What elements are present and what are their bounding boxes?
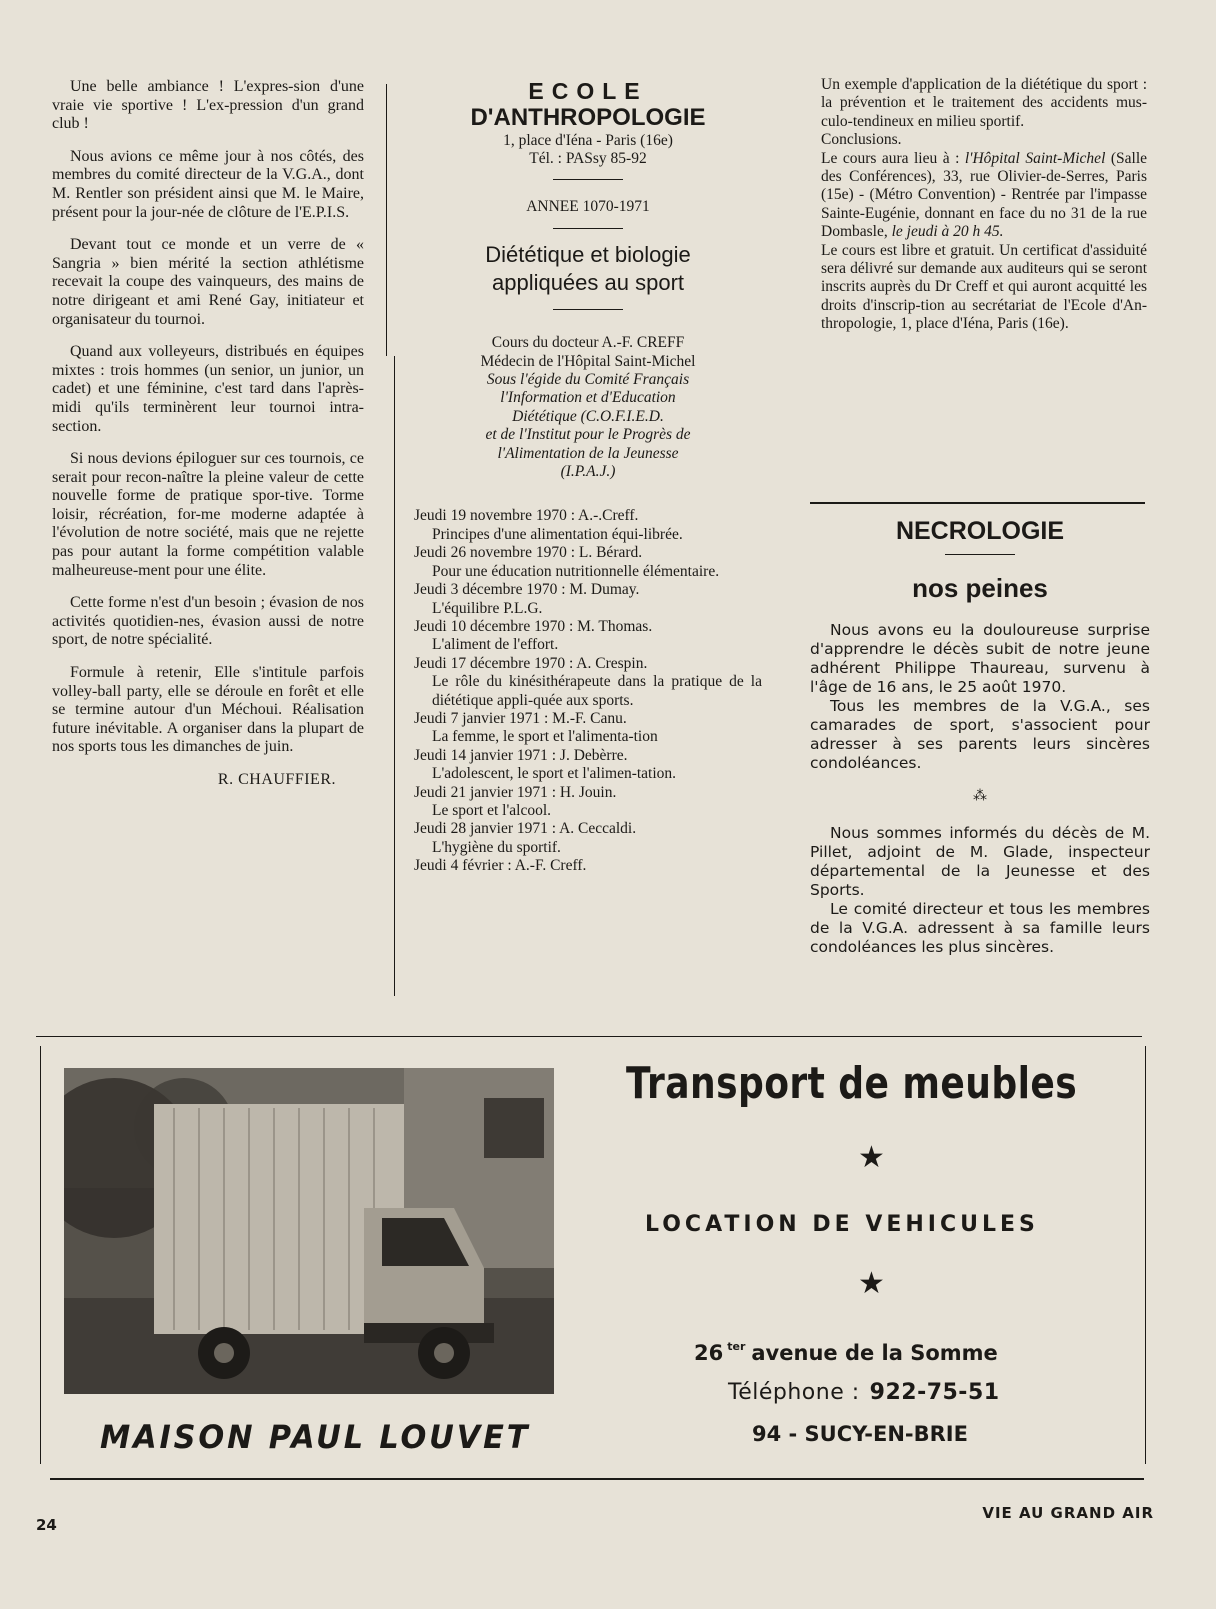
moving-truck-photo <box>64 1068 554 1394</box>
schedule-date: Jeudi 17 décembre 1970 : A. Crespin. <box>414 654 648 672</box>
schedule-date: Jeudi 10 décembre 1970 : M. Thomas. <box>414 617 653 635</box>
divider <box>553 228 623 229</box>
necrology-title: NECROLOGIE <box>895 517 1065 545</box>
moving-truck-photo <box>64 1068 554 1394</box>
schedule-entry <box>414 784 762 821</box>
ecole-title: ECOLE <box>528 78 648 104</box>
advert-service: LOCATION DE VEHICULES <box>645 1212 1039 1237</box>
schedule-date: Jeudi 3 décembre 1970 : M. Dumay. <box>414 581 640 599</box>
paragraph: Une belle ambiance ! L'expres-sion d'une vraie vie sportive ! L'ex-pression d'un grand club ! <box>52 78 364 133</box>
necrology-section <box>810 516 1150 957</box>
location-hospital: l'Hôpital Saint-Michel <box>964 149 1106 167</box>
advert-city: 94 - SUCY-EN-BRIE <box>752 1422 968 1446</box>
advert-top-rule <box>36 1036 1142 1037</box>
paragraph: Tous les membres de la V.G.A., ses camarades de sport, s'associent pour adresser à ses parents leurs sincères condoléances. <box>810 697 1150 772</box>
conclusions-line: Conclusions. <box>821 131 902 149</box>
schedule-topic: La femme, le sport et l'alimenta-tion <box>432 728 658 746</box>
course-intro: Un exemple d'application de la diététique du sport : la prévention et le traitement des accidents mus-culo-tendineux en milieu sportif. <box>821 76 1147 130</box>
asterism: ⁂ <box>973 788 987 804</box>
schedule-topic: L'équilibre P.L.G. <box>432 599 543 617</box>
schedule-entry <box>414 710 762 747</box>
paragraph: Si nous devions épiloguer sur ces tournois, ce serait pour recon-naître la pleine valeur de cette nouvelle forme de pratique spor-tive. Torme loisir, récréation, for-me moderne adaptée à l'évolution de notre société, mais que ne rejette pas pour autant la forme compétition valable malheureuse-ment pour une élite. <box>52 450 364 579</box>
column-divider <box>386 84 387 356</box>
schedule-topic: L'aliment de l'effort. <box>432 636 559 654</box>
necrology-body <box>810 621 1150 957</box>
paragraph: Nous sommes informés du décès de M. Pillet, adjoint de M. Glade, inspecteur départemental de la Jeunesse et des Sports. <box>810 824 1150 899</box>
course-free-notice: Le cours est libre et gratuit. Un certificat d'assiduité sera délivré sur demande aux auditeurs qui se seront inscrits auprès du Dr Creff et qui auront acquitté les droits d'inscrip-tion au secrétariat de l'Ecole d'An-thropologie, 1, place d'Iéna, Paris (16e). <box>821 241 1147 333</box>
paragraph: Le comité directeur et tous les membres de la V.G.A. adressent à sa famille leurs condoléances les plus sincères. <box>810 900 1150 956</box>
address-suffix: ter <box>727 1340 746 1353</box>
schedule-entry <box>414 544 762 581</box>
divider <box>945 554 1015 555</box>
column-divider <box>394 356 395 996</box>
schedule-topic: Principes d'une alimentation équi-librée. <box>432 525 683 543</box>
schedule-date: Jeudi 21 janvier 1971 : H. Jouin. <box>414 783 617 801</box>
paragraph: Quand aux volleyeurs, distribués en équipes mixtes : trois hommes (un senior, un junior, un cadet) et une féminine, c'est tard dans l'après-midi qu'ils terminèrent leur tournoi intra-section. <box>52 343 364 435</box>
address-street: avenue de la Somme <box>751 1341 998 1365</box>
divider <box>553 179 623 180</box>
schedule-entry <box>414 581 762 618</box>
schedule-topic: Pour une éducation nutritionnelle élémentaire. <box>432 562 720 580</box>
location-time: le jeudi à 20 h 45. <box>891 223 1004 241</box>
divider <box>553 309 623 310</box>
schedule-entry <box>414 655 762 710</box>
schedule-topic: Le rôle du kinésithérapeute dans la pratique de la diététique appli-quée aux sports. <box>432 673 762 709</box>
paragraph: Nous avons eu la douloureuse surprise d'apprendre le décès subit de notre jeune adhérent Philippe Thaureau, survenu à l'âge de 16 ans, le 25 août 1970. <box>810 621 1150 696</box>
article-left-column <box>52 78 364 790</box>
schedule-entry <box>414 820 762 857</box>
schedule-date: Jeudi 4 février : A.-F. Creff. <box>414 857 587 875</box>
schedule-date: Jeudi 26 novembre 1970 : L. Bérard. <box>414 544 643 562</box>
paragraph: Formule à retenir, Elle s'intitule parfois volley-ball party, elle se déroule en forêt et elle se termine autour d'un Méchoui. Réalisation future inévitable. A organiser dans la plupart de nos sports tous les dimanches de juin. <box>52 664 364 756</box>
credit-line: Médecin de l'Hôpital Saint-Michel <box>480 352 696 370</box>
schedule-topic: L'adolescent, le sport et l'alimen-tation. <box>432 765 677 783</box>
schedule-date: Jeudi 7 janvier 1971 : M.-F. Canu. <box>414 709 627 727</box>
patronage-line: l'Alimentation de la Jeunesse <box>497 444 679 462</box>
schedule-entry <box>414 618 762 655</box>
location-text: Le cours aura lieu à : <box>821 149 965 167</box>
course-title-line: Diététique et biologie <box>485 242 691 268</box>
patronage-line: l'Information et d'Education <box>500 389 676 407</box>
course-details-column <box>807 76 1147 334</box>
course-title-line: appliquées au sport <box>491 270 685 296</box>
credit-line: Cours du docteur A.-F. CREFF <box>491 334 685 352</box>
magazine-title: VIE AU GRAND AIR <box>982 1504 1154 1522</box>
patronage-line: et de l'Institut pour le Progrès de <box>485 426 691 444</box>
schedule-entry <box>414 747 762 784</box>
patronage-line: Diététique (C.O.F.I.E.D. <box>512 407 664 425</box>
advert-bottom-rule <box>50 1478 1144 1480</box>
patronage-line: Sous l'égide du Comité Français <box>486 371 690 389</box>
course-schedule <box>414 507 762 875</box>
page-number: 24 <box>36 1516 57 1534</box>
schedule-entry <box>414 857 762 875</box>
patronage <box>414 371 762 481</box>
school-phone: Tél. : PASsy 85-92 <box>529 150 647 168</box>
schedule-entry <box>414 507 762 544</box>
star-icon: ★ <box>858 1266 885 1301</box>
course-credits <box>414 334 762 371</box>
course-location <box>807 150 1147 242</box>
schedule-date: Jeudi 19 novembre 1970 : A.-.Creff. <box>414 507 639 525</box>
author-signature: R. CHAUFFIER. <box>217 771 336 788</box>
school-address: 1, place d'Iéna - Paris (16e) <box>503 132 673 149</box>
patronage-line: (I.P.A.J.) <box>560 463 616 481</box>
section-divider <box>810 502 1145 504</box>
advert-headline: Transport de meubles <box>626 1058 1078 1109</box>
phone-label: Téléphone : <box>728 1380 860 1405</box>
schedule-topic: Le sport et l'alcool. <box>432 801 552 819</box>
schedule-topic: L'hygiène du sportif. <box>432 838 561 856</box>
advert-phone <box>728 1380 1000 1405</box>
star-icon: ★ <box>858 1140 885 1175</box>
schedule-date: Jeudi 14 janvier 1971 : J. Debèrre. <box>414 746 628 764</box>
address-number: 26 <box>694 1341 724 1365</box>
anthropologie-title: D'ANTHROPOLOGIE <box>470 104 706 131</box>
paragraph: Cette forme n'est d'un besoin ; évasion de nos activités quotidien-nes, évasion aussi de notre sport, de notre spécialité. <box>52 594 364 649</box>
course-title <box>414 241 762 297</box>
paragraph: Devant tout ce monde et un verre de « Sangria » bien mérité la section athlétisme recevait la coupe des vainqueurs, des mains de notre dirigeant et ami René Gay, initiateur et organisateur du tournoi. <box>52 236 364 328</box>
paragraph: Nous avions ce même jour à nos côtés, des membres du comité directeur de la V.G.A., dont M. Rentler son président ainsi que M. le Maire, présent pour la jour-née de clôture de l'E.P.I.S. <box>52 147 364 221</box>
advertiser-brand: MAISON PAUL LOUVET <box>100 1418 531 1456</box>
advert-address <box>694 1340 998 1365</box>
phone-number: 922-75-51 <box>869 1380 1000 1405</box>
academic-year: ANNEE 1070-1971 <box>526 197 650 215</box>
ecole-anthropologie-notice <box>414 78 762 876</box>
schedule-date: Jeudi 28 janvier 1971 : A. Ceccaldi. <box>414 820 637 838</box>
necrology-subtitle: nos peines <box>912 573 1048 603</box>
location-text: (Salle des Conférences), 33, rue Olivier-de-Serres, Paris (15e) - (Métro Convention) - Rentrée par l'impasse Sainte-Eugénie, donnant en face du no 31 de la rue Dombasle, <box>821 149 1147 241</box>
